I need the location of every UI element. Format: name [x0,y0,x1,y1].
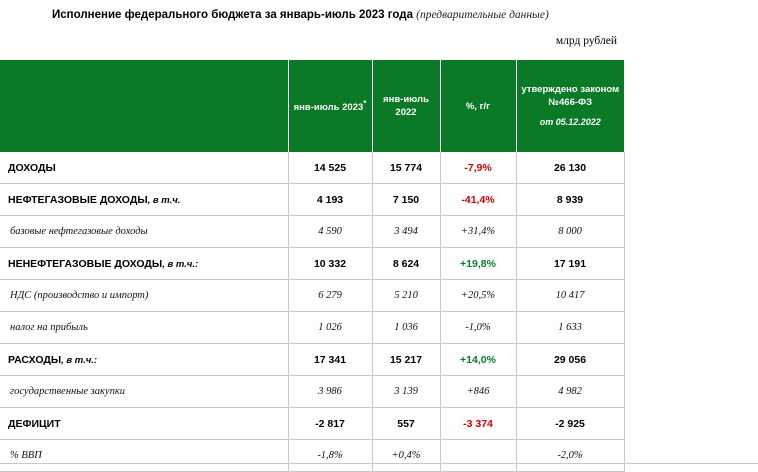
cell-yoy: -3 374 [440,408,516,440]
page-title-note: (предварительные данные) [416,9,549,21]
page-title-main: Исполнение федерального бюджета за январь-июль 2023 года [52,9,413,21]
cell-law: 4 982 [516,376,624,408]
cell-2022: 15 774 [372,152,440,184]
cell-yoy: -1,0% [440,312,516,344]
row-label-text: НЕНЕФТЕГАЗОВЫЕ ДОХОДЫ [8,257,163,270]
row-label-text: ДЕФИЦИТ [8,417,61,430]
table-header-row [0,60,624,152]
row-label-text: НДС (производство и импорт) [10,290,149,301]
table-row [0,248,624,280]
cell-2023: 3 986 [288,376,372,408]
row-label-text: базовые нефтегазовые доходы [10,226,148,237]
cell-2022: 5 210 [372,280,440,312]
table-row [0,216,624,248]
row-label-text: ДОХОДЫ [8,161,56,174]
cell-law: -2,0% [516,440,624,472]
cell-2022: 1 036 [372,312,440,344]
column-header-law-label: утверждено законом №466-ФЗ [521,84,620,108]
row-label-text: государственные закупки [10,386,125,397]
cell-2023: -1,8% [288,440,372,472]
table-row [0,376,624,408]
units-label: млрд рублей [555,35,617,47]
cell-2022: 7 150 [372,184,440,216]
cell-2023: -2 817 [288,408,372,440]
column-header-2023-label: янв-июль 2023 [293,102,364,114]
cell-2022: 3 139 [372,376,440,408]
table-row [0,152,624,184]
cell-law: 10 417 [516,280,624,312]
cell-2022: 557 [372,408,440,440]
cell-2023: 4 590 [288,216,372,248]
row-label [0,312,288,344]
page-bottom-divider [0,463,758,464]
cell-yoy: +846 [440,376,516,408]
table-header [0,60,624,152]
table-row [0,184,624,216]
row-label-text: % ВВП [10,450,42,461]
cell-2022: 3 494 [372,216,440,248]
cell-2022: 15 217 [372,344,440,376]
cell-2022: +0,4% [372,440,440,472]
table-row [0,280,624,312]
row-label [0,376,288,408]
row-label [0,248,288,280]
federal-budget-table [0,60,625,472]
cell-yoy: -7,9% [440,152,516,184]
row-label [0,216,288,248]
row-label [0,408,288,440]
cell-law: 1 633 [516,312,624,344]
cell-law: 8 939 [516,184,624,216]
table-row [0,344,624,376]
cell-law: 26 130 [516,152,624,184]
cell-2022: 8 624 [372,248,440,280]
row-label [0,280,288,312]
cell-2023: 14 525 [288,152,372,184]
row-label [0,344,288,376]
cell-yoy: +19,8% [440,248,516,280]
page-title [52,6,748,23]
column-header-law [516,60,624,152]
cell-2023: 4 193 [288,184,372,216]
row-label-text: РАСХОДЫ [8,353,62,366]
cell-yoy: +31,4% [440,216,516,248]
row-label-text: налог на прибыль [10,322,88,333]
cell-law: -2 925 [516,408,624,440]
column-header-indicator [0,60,288,152]
row-label-suffix: , в т.ч.: [61,354,98,366]
cell-yoy: -41,4% [440,184,516,216]
cell-law: 29 056 [516,344,624,376]
row-label-suffix: , в т.ч.: [162,258,199,270]
row-label-text: НЕФТЕГАЗОВЫЕ ДОХОДЫ [8,193,148,206]
cell-2023: 10 332 [288,248,372,280]
table-body [0,152,624,472]
row-label [0,152,288,184]
column-header-yoy: %, г/г [440,60,516,152]
cell-2023: 1 026 [288,312,372,344]
row-label-suffix: , в т.ч. [147,194,181,206]
table-row [0,408,624,440]
row-label [0,184,288,216]
cell-2023: 6 279 [288,280,372,312]
column-header-2023 [288,60,372,152]
cell-2023: 17 341 [288,344,372,376]
column-header-2023-footnote: * [363,99,367,109]
cell-law: 17 191 [516,248,624,280]
cell-yoy: +20,5% [440,280,516,312]
table-row [0,312,624,344]
cell-law: 8 000 [516,216,624,248]
cell-yoy: +14,0% [440,344,516,376]
column-header-law-date: от 05.12.2022 [539,117,601,127]
column-header-2022: янв-июль 2022 [372,60,440,152]
